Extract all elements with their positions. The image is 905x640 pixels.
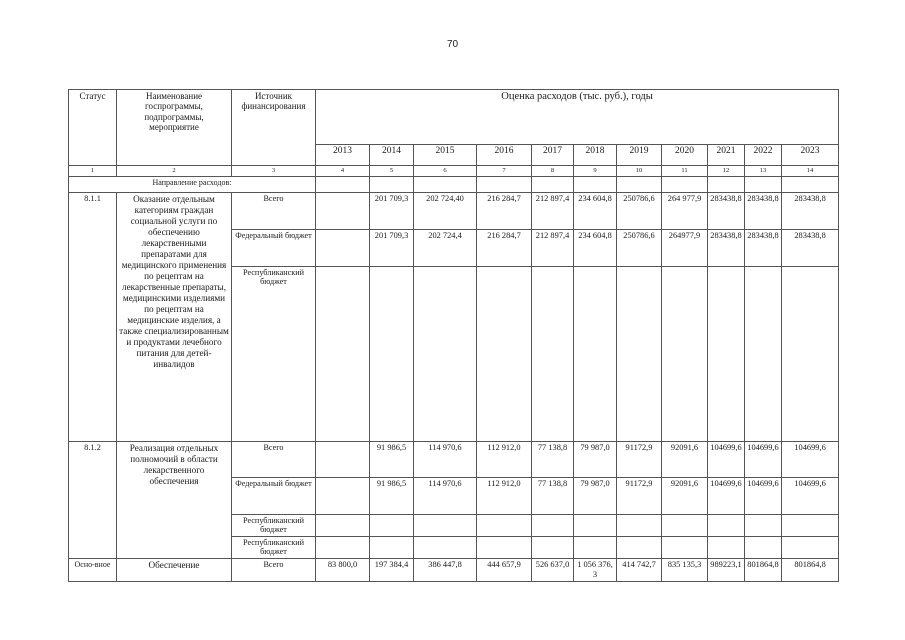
year-cell: 2018 — [574, 145, 617, 166]
value-cell: 283438,8 — [745, 230, 782, 267]
value-cell: 250786,6 — [617, 193, 662, 230]
year-cell: 2017 — [532, 145, 574, 166]
value-cell: 83 800,0 — [316, 559, 370, 582]
empty-cell — [574, 177, 617, 193]
empty-cell — [662, 537, 708, 559]
value-cell: 104699,6 — [782, 478, 839, 515]
value-cell: 283438,8 — [745, 193, 782, 230]
empty-cell — [477, 267, 532, 442]
source-label: Всего — [232, 442, 316, 478]
source-label: Федеральный бюджет — [232, 478, 316, 515]
row-code: 8.1.2 — [69, 442, 117, 559]
empty-cell — [745, 537, 782, 559]
empty-cell — [708, 537, 745, 559]
value-cell: 202 724,40 — [414, 193, 477, 230]
year-cell: 2014 — [370, 145, 414, 166]
value-cell: 92091,6 — [662, 478, 708, 515]
value-cell: 283438,8 — [782, 230, 839, 267]
value-cell: 444 657,9 — [477, 559, 532, 582]
value-cell: 112 912,0 — [477, 442, 532, 478]
header-row — [69, 90, 839, 145]
table-row — [69, 559, 839, 582]
value-cell — [316, 442, 370, 478]
column-number: 10 — [617, 166, 662, 177]
empty-cell — [414, 537, 477, 559]
column-number: 12 — [708, 166, 745, 177]
column-number: 8 — [532, 166, 574, 177]
column-number: 3 — [232, 166, 316, 177]
value-cell: 212 897,4 — [532, 230, 574, 267]
column-number: 4 — [316, 166, 370, 177]
empty-cell — [708, 267, 745, 442]
value-cell: 112 912,0 — [477, 478, 532, 515]
value-cell: 201 709,3 — [370, 230, 414, 267]
empty-cell — [477, 537, 532, 559]
value-cell: 264 977,9 — [662, 193, 708, 230]
value-cell: 91 986,5 — [370, 442, 414, 478]
row-name: Обеспечение — [117, 559, 232, 582]
source-label: Республиканский бюджет — [232, 515, 316, 537]
empty-cell — [370, 267, 414, 442]
empty-cell — [370, 537, 414, 559]
value-cell: 1 056 376,3 — [574, 559, 617, 582]
empty-cell — [477, 177, 532, 193]
year-cell: 2020 — [662, 145, 708, 166]
value-cell: 201 709,3 — [370, 193, 414, 230]
source-label: Всего — [232, 559, 316, 582]
empty-cell — [532, 515, 574, 537]
row-status: Осно-вное — [69, 559, 117, 582]
empty-cell — [532, 537, 574, 559]
value-cell: 386 447,8 — [414, 559, 477, 582]
value-cell — [316, 230, 370, 267]
value-cell: 202 724,4 — [414, 230, 477, 267]
empty-cell — [617, 537, 662, 559]
value-cell: 104699,6 — [708, 478, 745, 515]
empty-cell — [708, 177, 745, 193]
source-label: Республиканский бюджет — [232, 267, 316, 442]
table-row — [69, 193, 839, 230]
value-cell: 91172,9 — [617, 478, 662, 515]
value-cell: 835 135,3 — [662, 559, 708, 582]
value-cell: 283438,8 — [708, 193, 745, 230]
empty-cell — [745, 515, 782, 537]
empty-cell — [662, 515, 708, 537]
column-number: 14 — [782, 166, 839, 177]
header-name: Наименование госпрограммы, подпрограммы, мероприятие — [117, 90, 232, 166]
value-cell: 77 138,8 — [532, 478, 574, 515]
source-label: Федеральный бюджет — [232, 230, 316, 267]
empty-cell — [745, 267, 782, 442]
value-cell: 989223,1 — [708, 559, 745, 582]
value-cell — [316, 193, 370, 230]
value-cell: 77 138,8 — [532, 442, 574, 478]
value-cell: 104699,6 — [745, 478, 782, 515]
row-code: 8.1.1 — [69, 193, 117, 442]
value-cell: 104699,6 — [708, 442, 745, 478]
column-number: 5 — [370, 166, 414, 177]
empty-cell — [708, 515, 745, 537]
empty-cell — [782, 537, 839, 559]
value-cell: 79 987,0 — [574, 478, 617, 515]
table-row — [69, 442, 839, 478]
value-cell: 283438,8 — [782, 193, 839, 230]
value-cell: 79 987,0 — [574, 442, 617, 478]
empty-cell — [477, 515, 532, 537]
year-cell: 2019 — [617, 145, 662, 166]
column-number-row — [69, 166, 839, 177]
empty-cell — [745, 177, 782, 193]
empty-cell — [782, 515, 839, 537]
value-cell: 414 742,7 — [617, 559, 662, 582]
direction-row — [69, 177, 839, 193]
budget-table — [68, 89, 839, 582]
row-name: Оказание отдельным категориям граждан социальной услуги по обеспечению лекарственными препаратами для медицинского применения по рецептам на лекарственные препараты, медицинскими изделиями по рецептам на медицинские изделия, а также специализированным и продуктами лечебного питания для детей-инвалидов — [117, 193, 232, 442]
value-cell: 216 284,7 — [477, 193, 532, 230]
empty-cell — [370, 177, 414, 193]
value-cell: 801864,8 — [745, 559, 782, 582]
empty-cell — [316, 177, 370, 193]
value-cell — [316, 478, 370, 515]
source-label: Республиканский бюджет — [232, 537, 316, 559]
header-estimate: Оценка расходов (тыс. руб.), годы — [316, 90, 839, 145]
empty-cell — [662, 267, 708, 442]
year-cell: 2016 — [477, 145, 532, 166]
empty-cell — [782, 177, 839, 193]
value-cell: 104699,6 — [745, 442, 782, 478]
column-number: 9 — [574, 166, 617, 177]
value-cell: 264977,9 — [662, 230, 708, 267]
empty-cell — [617, 177, 662, 193]
column-number: 6 — [414, 166, 477, 177]
value-cell: 114 970,6 — [414, 478, 477, 515]
empty-cell — [414, 515, 477, 537]
value-cell: 526 637,0 — [532, 559, 574, 582]
year-cell: 2015 — [414, 145, 477, 166]
source-label: Всего — [232, 193, 316, 230]
year-cell: 2022 — [745, 145, 782, 166]
value-cell: 91 986,5 — [370, 478, 414, 515]
value-cell: 234 604,8 — [574, 230, 617, 267]
value-cell: 801864,8 — [782, 559, 839, 582]
value-cell: 104699,6 — [782, 442, 839, 478]
empty-cell — [414, 177, 477, 193]
empty-cell — [532, 177, 574, 193]
column-number: 13 — [745, 166, 782, 177]
direction-label: Направление расходов: — [69, 177, 316, 193]
value-cell: 250786,6 — [617, 230, 662, 267]
page-number: 70 — [446, 39, 459, 50]
empty-cell — [574, 515, 617, 537]
header-status: Статус — [69, 90, 117, 166]
empty-cell — [414, 267, 477, 442]
value-cell: 92091,6 — [662, 442, 708, 478]
value-cell: 114 970,6 — [414, 442, 477, 478]
value-cell: 216 284,7 — [477, 230, 532, 267]
empty-cell — [617, 515, 662, 537]
value-cell: 283438,8 — [708, 230, 745, 267]
empty-cell — [782, 267, 839, 442]
empty-cell — [574, 267, 617, 442]
empty-cell — [316, 515, 370, 537]
value-cell: 91172,9 — [617, 442, 662, 478]
column-number: 7 — [477, 166, 532, 177]
year-cell: 2021 — [708, 145, 745, 166]
year-cell: 2013 — [316, 145, 370, 166]
row-name: Реализация отдельных полномочий в области лекарственного обеспечения — [117, 442, 232, 559]
empty-cell — [370, 515, 414, 537]
header-source: Источник финансирования — [232, 90, 316, 166]
value-cell: 234 604,8 — [574, 193, 617, 230]
empty-cell — [316, 267, 370, 442]
empty-cell — [662, 177, 708, 193]
empty-cell — [532, 267, 574, 442]
empty-cell — [617, 267, 662, 442]
empty-cell — [316, 537, 370, 559]
empty-cell — [574, 537, 617, 559]
column-number: 11 — [662, 166, 708, 177]
column-number: 1 — [69, 166, 117, 177]
value-cell: 212 897,4 — [532, 193, 574, 230]
value-cell: 197 384,4 — [370, 559, 414, 582]
column-number: 2 — [117, 166, 232, 177]
year-cell: 2023 — [782, 145, 839, 166]
